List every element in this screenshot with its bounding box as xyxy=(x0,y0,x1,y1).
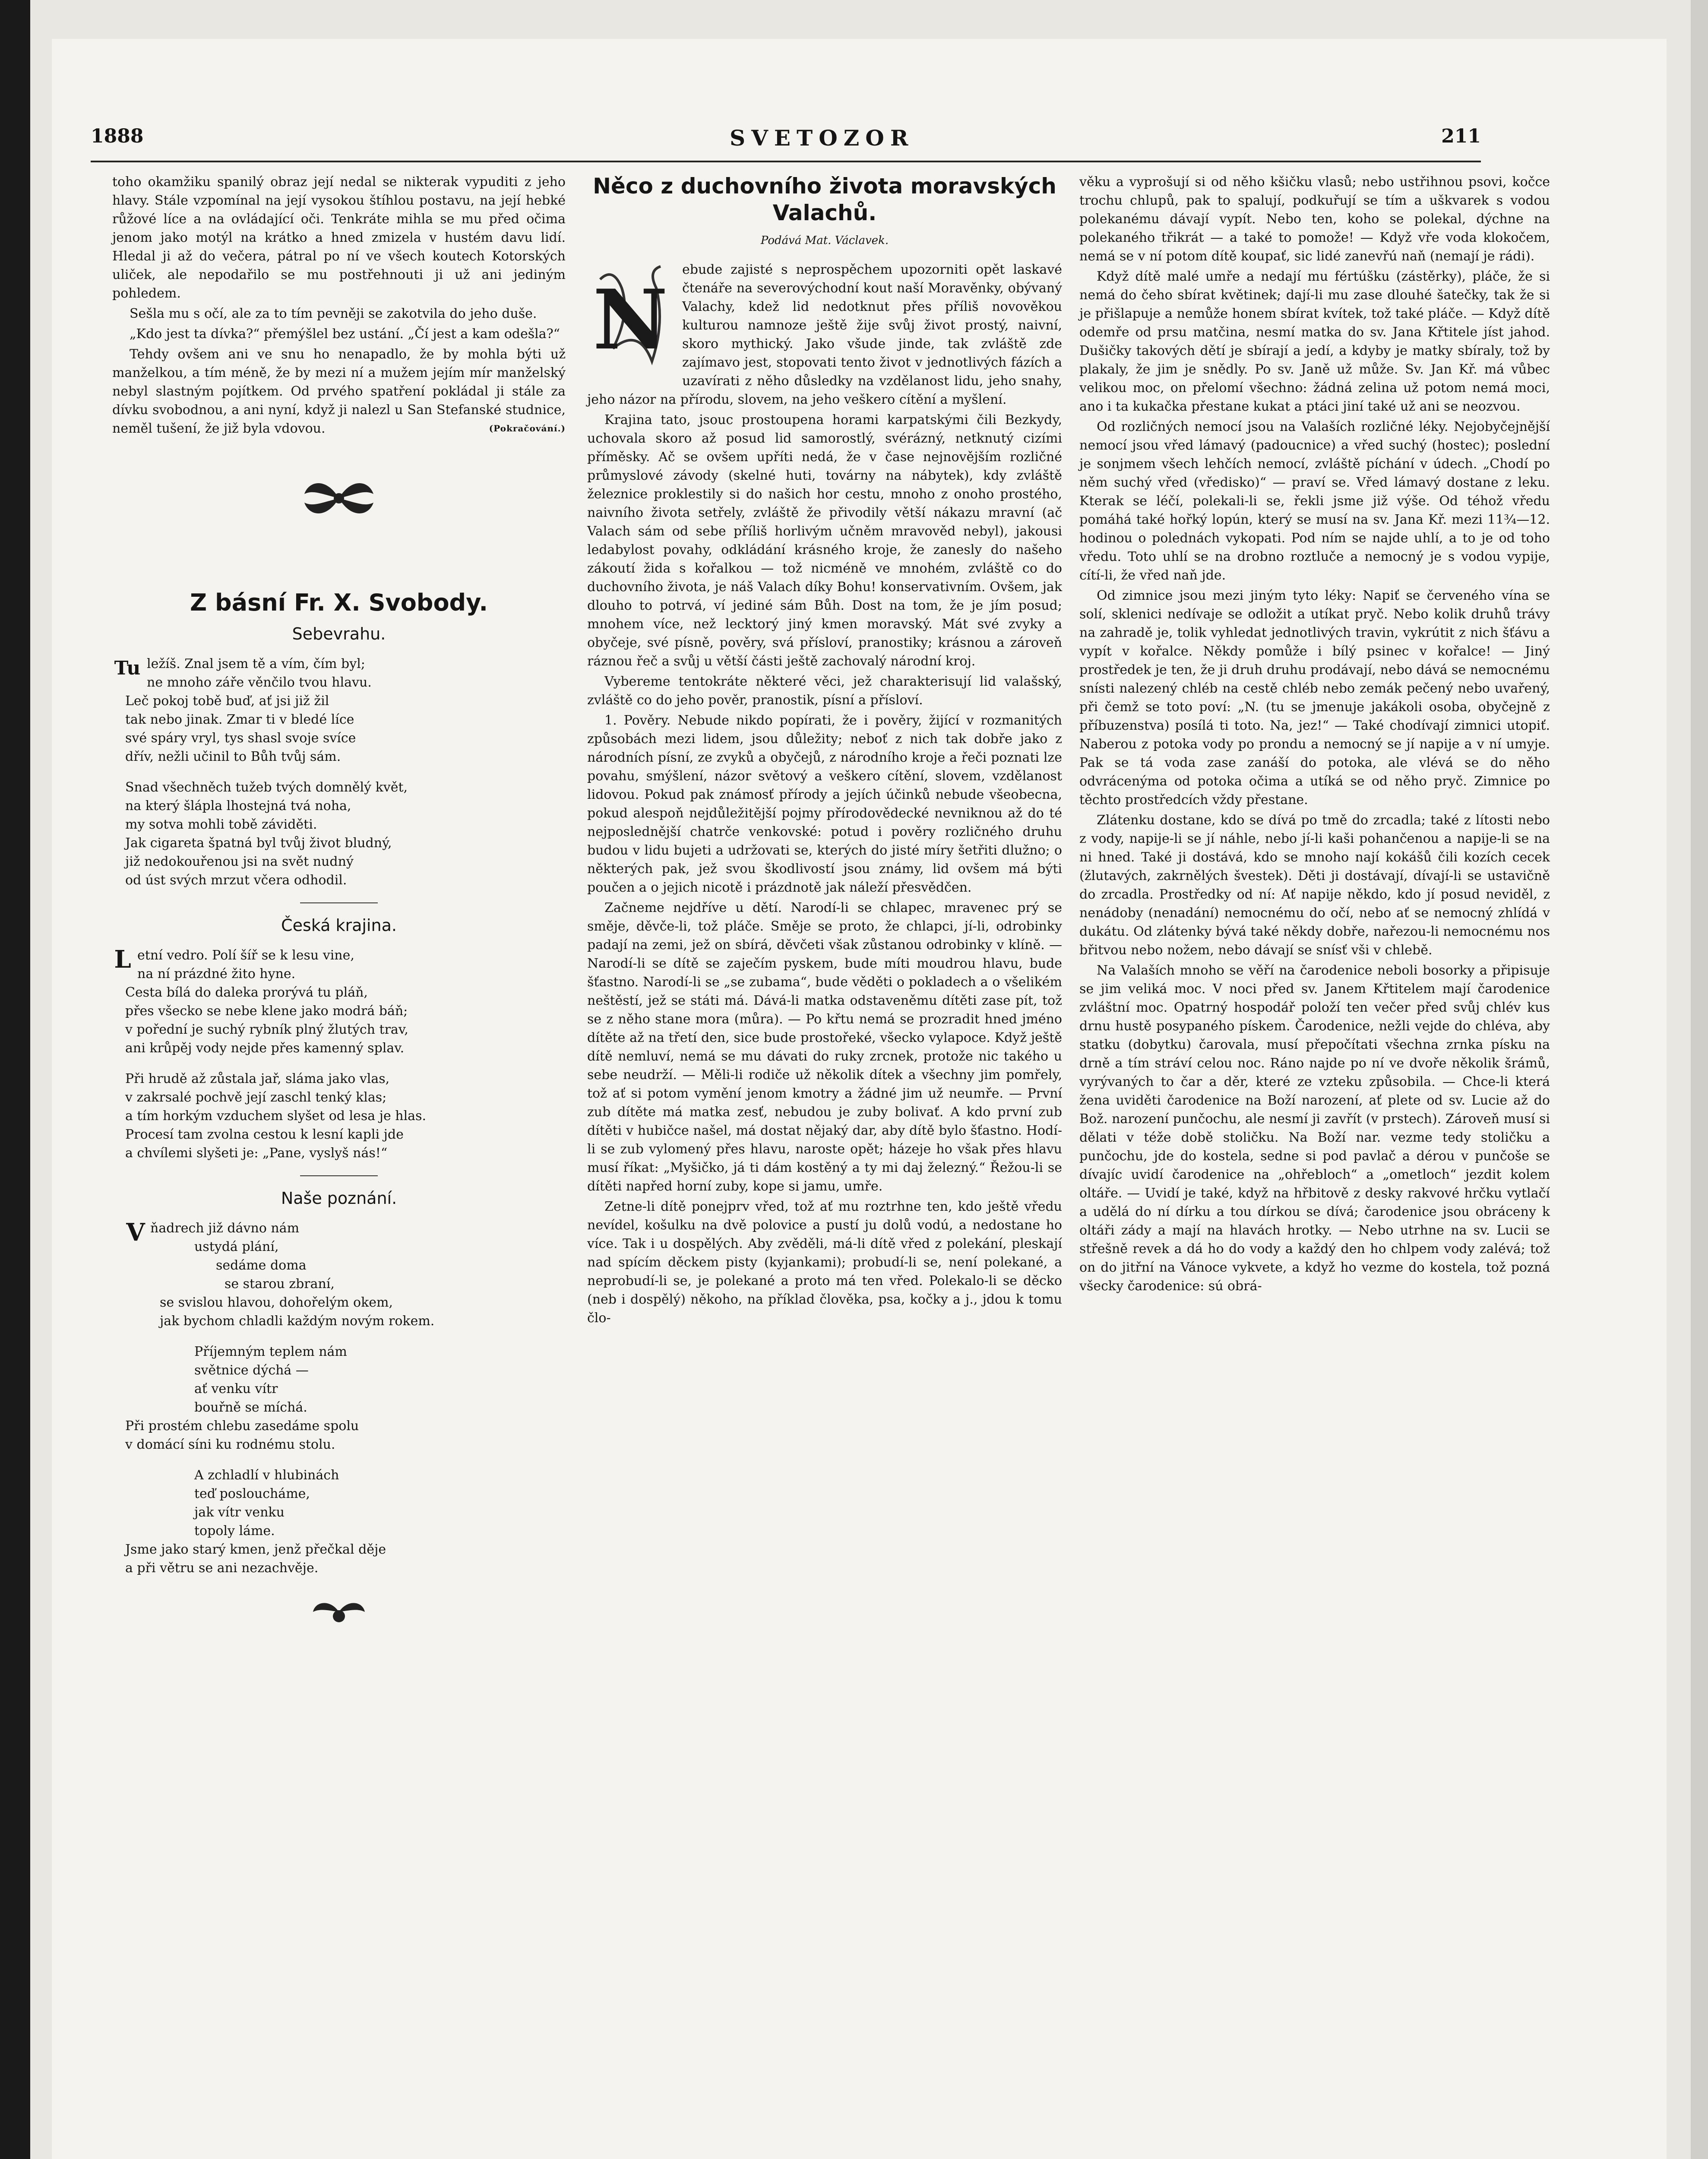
column-left xyxy=(112,173,566,1639)
scan-edge-right xyxy=(1691,0,1708,2159)
story-paragraph xyxy=(112,345,566,438)
section-divider xyxy=(300,902,378,903)
poem-line: a při větru se ani nezachvěje. xyxy=(125,1561,319,1576)
poem-line: se starou zbraní, xyxy=(225,1276,335,1292)
poem-line: Leč pokoj tobě buď, ať jsi již žil xyxy=(125,693,329,709)
poem-line: Při hrudě až zůstala jař, sláma jako vlas, xyxy=(125,1071,390,1086)
poem-stanza xyxy=(112,946,566,1057)
poem-line: Snad všechněch tužeb tvých domnělý květ, xyxy=(125,780,408,795)
continued-note: (Pokračování.) xyxy=(489,423,566,434)
poem-line: Příjemným teplem nám xyxy=(194,1344,347,1359)
poem-line: v pořední je suchý rybník plný žlutých trav, xyxy=(125,1022,408,1037)
floral-ornament-icon xyxy=(112,468,566,541)
poem-line: na který šlápla lhostejná tvá noha, xyxy=(125,798,351,814)
poem-stanza xyxy=(112,1342,566,1454)
small-ornament-icon xyxy=(112,1595,566,1639)
article-byline: Podává Mat. Václavek. xyxy=(760,234,889,247)
poem-line: se svislou hlavou, dohořelým okem, xyxy=(160,1295,393,1310)
poem-line: Cesta bílá do daleka prorývá tu pláň, xyxy=(125,985,368,1000)
poem-stanza xyxy=(112,1466,566,1577)
poem-initial: Tu xyxy=(114,657,141,679)
article-paragraph: Začneme nejdříve u dětí. Narodí-li se chlapec, mravenec prý se směje, děvče-li, tož pláče. Směje se proto, že chlapci, jí-li, odrobinky padají na zemi, jež on sbírá, děvčeti však zůstanou odrobinky v klíně. — Narodí-li se dítě se zaječím pyskem, bude míti moudrou hlavu, bude šťastno. Narodí-li se „se zubama“, bude věděti o pokladech a o všelikém neštěstí, jež se státi má. Dává-li matka odstaveněmu dítěti zase pít, tož se z něho stane mora (můra). — Po křtu nemá se prozradit hned jméno dítěte až na třetí den, sice bude prostořeké, všecko vylapoce. Když ještě dítě nemluví, nemá se mu dávati do ruky zrcnek, protože nic takého u sebe neudrží. — Měli-li rodiče už několik dítek a všechny jim pomřely, tož ať si potom vymění jenom kmotry a žádné jim už neumře. — První zub dítěte má matka zesť, nebudou je zuby bolivať. A kdo první zub dítěti v hubičce našel, má dostat nějaký dar, aby dítě bylo šťastno. Hodí-li se zub vylomený přes hlavu, naroste opět; házeje ho však přes hlavu musí říkat: „Myšičko, já ti dám kostěný a ty mi daj železný.“ Řežou-li se dítěti napřed horní zuby, kope si jamu, umře. xyxy=(587,900,1062,1194)
poem-line: na ní prázdné žito hyne. xyxy=(137,966,296,981)
article-paragraph xyxy=(587,260,1062,409)
poem-line: my sotva mohli tobě záviděti. xyxy=(125,817,317,832)
poem-stanza xyxy=(112,1219,566,1330)
decorated-initial-icon xyxy=(587,262,674,370)
poem-stanza xyxy=(112,1070,566,1162)
poem-title-nase-poznani: Naše poznání. xyxy=(281,1189,397,1208)
masthead: SVETOZOR xyxy=(730,125,914,151)
story-paragraph: toho okamžiku spanilý obraz její nedal se nikterak vypuditi z jeho hlavy. Stále vzpomínal na její vysokou štíhlou postavu, na její hebké růžové líce a na ovládající oči. Tenkráte mihla se mu před očima jenom jako motýl na krátko a hned zmizela v hustém davu lidí. Hledal ji až do večera, pátral po ní ve všech koutech Kotorských uliček, ale nepodařilo se mu postřehnouti ji už ani jediným pohledem. xyxy=(112,174,566,301)
poem-line: jak vítr venku xyxy=(194,1505,285,1520)
poem-line: dřív, nežli učinil to Bůh tvůj sám. xyxy=(125,749,341,764)
poem-line: ne mnoho záře věnčilo tvou hlavu. xyxy=(147,675,372,690)
poem-title-ceska-krajina: Česká krajina. xyxy=(281,916,397,935)
article-paragraph: Od rozličných nemocí jsou na Valaších rozličné léky. Nejobyčejnější nemocí jsou vřed lámavý (padoucnice) a vřed suchý (hostec); poslední je sonjmem všech lehčích nemocí, zvláště píchání v údech. „Chodí po něm suchý vřed (vředisko)“ — praví se. Vřed lámavý dostane z leku. Kterak se léčí, polekali-li se, řekli jsme již výše. Od téhož vředu pomáhá také hořký lopún, který se musí na sv. Jana Kř. mezi 11¾—12. hodinou o polednách vykopati. Pod ním se najde uhlí, a to je od toho vředu. Toto uhlí se na drobno roztluče a nemocný je s vodou vypije, cítí-li, že vřed naň jde. xyxy=(1079,419,1550,583)
article-title: Něco z duchovního života moravských Valachů. xyxy=(593,174,1056,225)
poem-line-text: ňadrech již dávno nám xyxy=(150,1221,300,1236)
poem-title-sebevrahu: Sebevrahu. xyxy=(292,624,386,643)
initial-letter: N xyxy=(593,272,668,368)
header-year: 1888 xyxy=(91,125,144,147)
poem-stanza xyxy=(112,778,566,890)
page-number: 211 xyxy=(1441,125,1481,147)
article-paragraph: Zlátenku dostane, kdo se dívá po tmě do zrcadla; také z lítosti nebo z vody, napije-li se jí náhle, nebo jí-li kaši pohančenou a napije-li se na ni hned. Také ji dostává, kdo se mnoho nají kokášů čili kozích cecek (žlutavých, zakrnělých švestek). Děti ji dostávají, dívají-li se ustavičně do zrcadla. Prostředky od ní: Ať napije někdo, kdo jí posud neviděl, z nenádoby (nenadání) nemocnému do očí, nebo ať se nemocný zhlídá v dukátu. Od zlátenky bývá také někdy dobře, nařezou-li nemocnému nos břitvou nebo nožem, nebo dávají se snísť vši v chlebě. xyxy=(1079,813,1550,958)
story-paragraph-text: Tehdy ovšem ani ve snu ho nenapadlo, že by mohla býti už manželkou, a tím méně, že by mezi ní a mužem jejím mír manželský nebyl slastným pojítkem. Od prvého spatření pokládal ji stále za dívku svobodnou, a ani nyní, když ji nalezl u San Stefanské studnice, neměl tušení, že již byla vdovou. xyxy=(112,347,566,436)
poem-line: Procesí tam zvolna cestou k lesní kapli jde xyxy=(125,1127,404,1142)
poem-line: světnice dýchá — xyxy=(194,1363,309,1378)
article-paragraph: Krajina tato, jsouc prostoupena horami karpatskými čili Bezkydy, uchovala skoro až posud lid samorostlý, svérázný, netknutý cizími příměsky. Ač se ovšem upříti nedá, že v čase nejnovějším rozličné průmyslové závody (skelné huti, továrny na nábytek), kdy zvláště železnice proklestily si do našich hor cestu, mnoho z onoho prostého, naivního života setřely, zvláště že přivodily větší nákazu mravní (ač Valach sám od sebe příliš horlivým učněm mravověd nebyl), jakousi ledabylost povahy, odkládání krásného kroje, že zanesly do našeho zákoutí žida s kořalkou — tož nicméně ve mnohém, zvláště co do duchovního života, je náš Valach díky Bohu! konservativním. Ovšem, jak dlouho to potrvá, ví jediné sám Bůh. Dost na tom, že je jím posud; mnohem více, než lecktorý jiný kmen moravský. Mát své zvyky a obyčeje, své písně, pověry, svá přísloví, pranostiky; krásnou a zároveň ráznou řeč a svůj u větší části ještě zachovalý národní kroj. xyxy=(587,412,1062,669)
floral-ornament-svg xyxy=(291,468,386,529)
section-divider xyxy=(300,1175,378,1176)
poem-line: tak nebo jinak. Zmar ti v bledé líce xyxy=(125,712,354,727)
article-paragraph: Vybereme tentokráte některé věci, jež charakterisují lid valašský, zvláště co do jeho pověr, pranostik, písní a přísloví. xyxy=(587,674,1062,708)
poem-line: a tím horkým vzduchem slyšet od lesa je hlas. xyxy=(125,1108,427,1124)
poem-line: Jsme jako starý kmen, jenž přečkal děje xyxy=(125,1542,386,1557)
column-middle xyxy=(587,173,1062,1329)
poem-line: ať venku vítr xyxy=(194,1381,278,1396)
article-paragraph: Když dítě malé umře a nedají mu fértúšku (zástěrky), pláče, že si nemá do čeho sbírat květinek; dají-li mu zase dlouhé šatečky, tak že si je přišlapuje a nemůže honem sbírat kvítek, tož také pláče. — Když dítě odemře od prsu matčina, nesmí matka do sv. Jana Křtitele jíst jahod. Dušičky takových dětí je sbírají a jedí, a kdyby je matky sbíraly, tož by plakaly, že jim je snědly. Po sv. Janě už může. Sv. Jan Kř. má vůbec velikou moc, on přelomí všechno: žádná zelina už potom nemá moci, ano i ta kukačka přestane kukat a ptáci jiní také už ani se neozvou. xyxy=(1079,269,1550,414)
poem-line: sedáme doma xyxy=(216,1258,307,1273)
running-header xyxy=(91,125,1481,155)
poem-line: a chvílemi slyšeti je: „Pane, vyslyš nás!“ xyxy=(125,1146,388,1161)
poem-line: od úst svých mrzut včera odhodil. xyxy=(125,873,347,888)
decorated-initial-svg xyxy=(587,262,674,370)
poem-line: ustydá plání, xyxy=(194,1239,279,1254)
poem-line: již nedokouřenou jsi na svět nudný xyxy=(125,854,354,869)
poem-initial: V xyxy=(126,1218,145,1247)
scan-edge-left xyxy=(0,0,30,2159)
poem-line: topoly láme. xyxy=(194,1523,275,1539)
poem-stanza xyxy=(112,655,566,766)
poem-line-text: ležíš. Znal jsem tě a vím, čím byl; xyxy=(147,656,365,671)
poem-line: teď posloucháme, xyxy=(194,1486,310,1501)
poem-line: A zchladlí v hlubinách xyxy=(194,1468,339,1483)
header-rule xyxy=(91,161,1481,162)
story-paragraph: Sešla mu s očí, ale za to tím pevněji se zakotvila do jeho duše. xyxy=(130,306,537,321)
poem-line xyxy=(112,655,566,679)
article-paragraph: věku a vyprošují si od něho kšičku vlasů; nebo ustřihnou psovi, kočce trochu chlupů, pak to spalují, podkuřují se tím a uškvarek s vodou polekanému dávají vypít. Nebo ten, koho se polekal, dýchne na polekaného třikrát — a také to pomože! — Když vře voda klokočem, nemá se v ní potom dítě koupať, sic lidé zanevřú naň (nemají je rádi). xyxy=(1079,174,1550,264)
article-paragraph: 1. Pověry. Nebude nikdo popírati, že i pověry, žijící v rozmanitých způsobách mezi lidem, jsou důležity; neboť z nich tak dobře jako z národních písní, ze zvyků a obyčejů, z národního kroje a řeči poznati lze povahu, smýšlení, názor světový a veškero cítění, slovem, vzdělanost lidovou. Pokud pak známosť přírody a jejích účinků nebude všeobecna, pokud alespoň nejdůležitější pojmy přírodovědecké nevniknou až do té nejposlednější chatrče venkovské: potud i pověry rozličného druhu budou v lidu bujeti a udržovati se, kterých do jisté míry šetřiti dlužno; o některých pak, jež svou škodlivostí jsou známy, lid ovšem má býti poučen a o jejich nicotě i prázdnotě jak náleží přesvědčen. xyxy=(587,713,1062,895)
poem-line: ani krůpěj vody nejde přes kamenný splav. xyxy=(125,1041,405,1056)
poem-line: Jak cigareta špatná byl tvůj život bludný, xyxy=(125,836,392,851)
article-paragraph-text: ebude zajisté s neprospěchem upozorniti opět laskavé čtenáře na severovýchodní kout naší Moravěnky, obývaný Valachy, kdež lid nedotknut přes příliš novověkou kulturou namnoze ještě žije svůj život prostý, naivní, skoro mythický. Jako všude jinde, tak zvláště zde zajímavo jest, stopovati tento život v jednotlivých fázích a uzavírati z něho důsledky na vzdělanost lidu, jeho snahy, jeho názor na přírodu, slovem, na jeho veškero cítění a myšlení. xyxy=(587,262,1062,407)
article-paragraph: Od zimnice jsou mezi jiným tyto léky: Napiť se červeného vína se solí, sklenici nedívaje se odložit a utíkat pryč. Nebo kolik druhů trávy na zahradě je, tolik vyhledat jednotlivých travin, vykrútit z nich šťávu a vypít v kořalce. Někdy pomůže i bílý psinec v kořalce! — Jiný prostředek je ten, že ji druh druhu prodávají, nebo dává se nemocnému snísti nalezený chléb na cestě chléb nebo zemák pečený nebo uvařený, při čemž se toto poví: „N. (tu se jmenuje jakákoli osoba, obyčejně z příbuzenstva) posílá ti toto. Na, jez!“ — Také chodívají zimnici utopiť. Naberou z potoka vody po prondu a nemocný se jí napije a v ní umyje. Pak se tá voda zase zanáší do potoka, ale vlévá se do něho odvrácenýma od potoka očima a utíká se od něho pryč. Zimnice po těchto prostředcích vždy přestane. xyxy=(1079,588,1550,807)
poem-line-text: etní vedro. Polí šíř se k lesu vine, xyxy=(137,948,354,963)
article-paragraph: Na Valaších mnoho se věří na čarodenice neboli bosorky a připisuje se jim veliká moc. V noci před sv. Janem Křtitelem mají čarodenice zvláštní moc. Opatrný hospodář položí ten večer před svůj chlév kus drnu hustě posypaného pískem. Čarodenice, nežli vejde do chléva, aby statku (dobytku) čarovala, musí přepočítati všechna zrnka písku na drně a tím stráví celou noc. Ráno najde po ní ve dvoře několik šrámů, vyrývaných to čar a děr, které ze vzteku způsobila. — Chce-li která žena uviděti čarodenice na Boží narození, ať plete od sv. Lucie až do Bož. narození punčochu, ale nesmí ji zavřít (v prstech). Zároveň musí si dělati v téže době stoličku. Na Boží nar. vezme tedy stoličku a punčochu, jde do kostela, sedne si pod pavlač a dérou v punčoše se dívajíc uvidí čarodenice na „ohřebloch“ a „ometloch“ jezdit kolem oltáře. — Uvidí je také, když na hřbitově z desky rakvové hrčku vytlačí a udělá do ní dírku a tou dírkou se dívá; čarodenice jsou obráceny k oltáři zády a mají na hlavách hrotky. — Nebo utrhne na sv. Lucii se střešně revek a dá ho do vody a každý den ho chlpem vody zalévá; tož on do jitřní na Vánoce vykvete, a když ho vezme do kostela, tož pozná všecky čarodenice: sú obrá- xyxy=(1079,963,1550,1294)
article-paragraph: Zetne-li dítě ponejprv vřed, tož ať mu roztrhne ten, kdo ještě vředu nevídel, košulku na dvě polovice a pustí ju dolů vodú, a nedostane ho více. Tak i u dospělých. Aby zvěděli, má-li dítě vřed z polekání, pleskají nad spícím děckem pisty (kyjankami); probudí-li se, není polekané, a neprobudí-li se, je polekané a proto má ten vřed. Polekalo-li se děcko (neb i dospělý) někoho, na příklad člověka, psa, kočky a j., jdou k tomu člo- xyxy=(587,1199,1062,1326)
poem-line: přes všecko se nebe klene jako modrá báň; xyxy=(125,1004,408,1019)
poems-section-title: Z básní Fr. X. Svobody. xyxy=(190,589,488,616)
poem-line: své spáry vryl, tys shasl svoje svíce xyxy=(125,731,356,746)
poem-line: bouřně se míchá. xyxy=(194,1400,307,1415)
poem-line: jak bychom chladli každým novým rokem. xyxy=(160,1314,435,1329)
poem-line: v domácí síni ku rodnému stolu. xyxy=(125,1437,335,1452)
poem-initial: L xyxy=(114,945,131,974)
small-ornament-svg xyxy=(307,1595,371,1629)
poem-line: v zakrsalé pochvě její zaschl tenký klas; xyxy=(125,1090,387,1105)
story-paragraph: „Kdo jest ta dívka?“ přemýšlel bez ustání. „Čí jest a kam odešla?“ xyxy=(130,326,560,342)
column-right xyxy=(1079,173,1550,1297)
poem-line: Při prostém chlebu zasedáme spolu xyxy=(125,1418,359,1434)
